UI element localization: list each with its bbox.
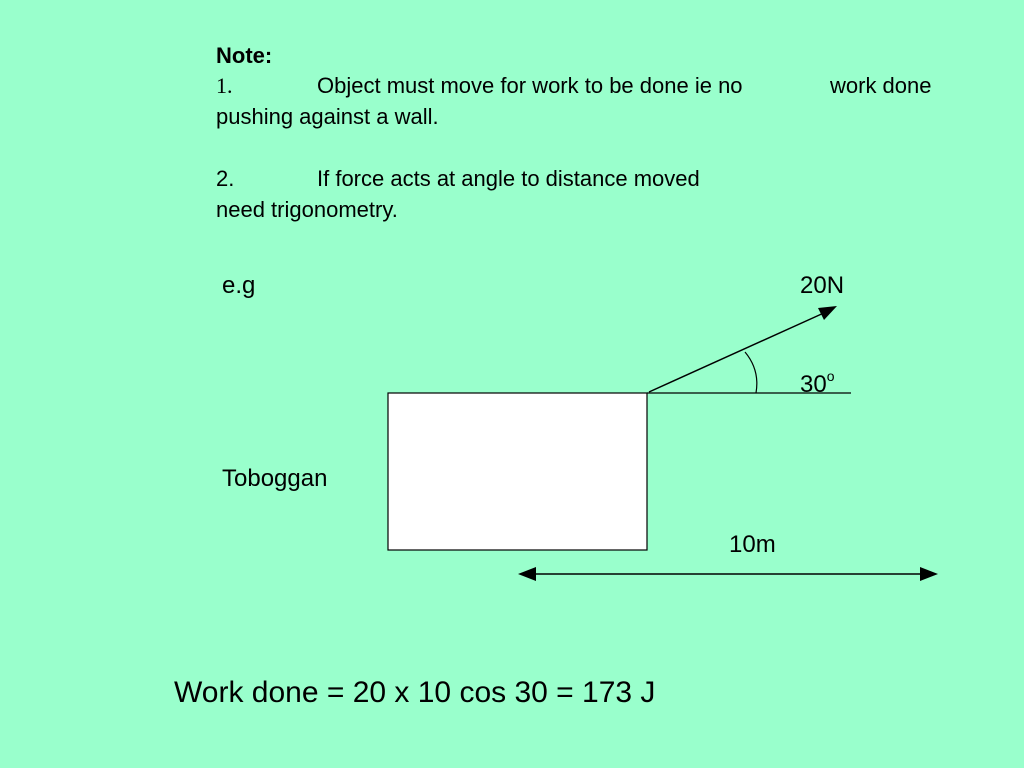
note-item-2-text: If force acts at angle to distance moved (317, 166, 700, 191)
note-item-1-text-continued: work done (830, 73, 932, 98)
work-done-equation: Work done = 20 x 10 cos 30 = 173 J (174, 676, 656, 709)
note-item-2-number: 2. (216, 166, 235, 191)
distance-label: 10m (729, 531, 776, 558)
toboggan-box (388, 393, 647, 550)
distance-arrow-right-head (920, 567, 938, 581)
force-vector-arrowhead (818, 306, 837, 320)
angle-label (800, 368, 835, 398)
angle-value: 30 (800, 371, 827, 398)
angle-arc (745, 352, 757, 393)
force-label: 20N (800, 272, 845, 299)
angle-degree-symbol: o (826, 368, 835, 384)
toboggan-label: Toboggan (222, 465, 328, 492)
note-title: Note: (216, 43, 273, 68)
note-item-1-text: Object must move for work to be done ie no (317, 73, 743, 98)
distance-arrow-left-head (518, 567, 536, 581)
note-item-1-number: 1. (216, 73, 233, 98)
note-item-2-text-line-2: need trigonometry. (216, 197, 398, 222)
note-item-1-text-line-2: pushing against a wall. (216, 104, 439, 129)
example-label: e.g (222, 272, 256, 299)
